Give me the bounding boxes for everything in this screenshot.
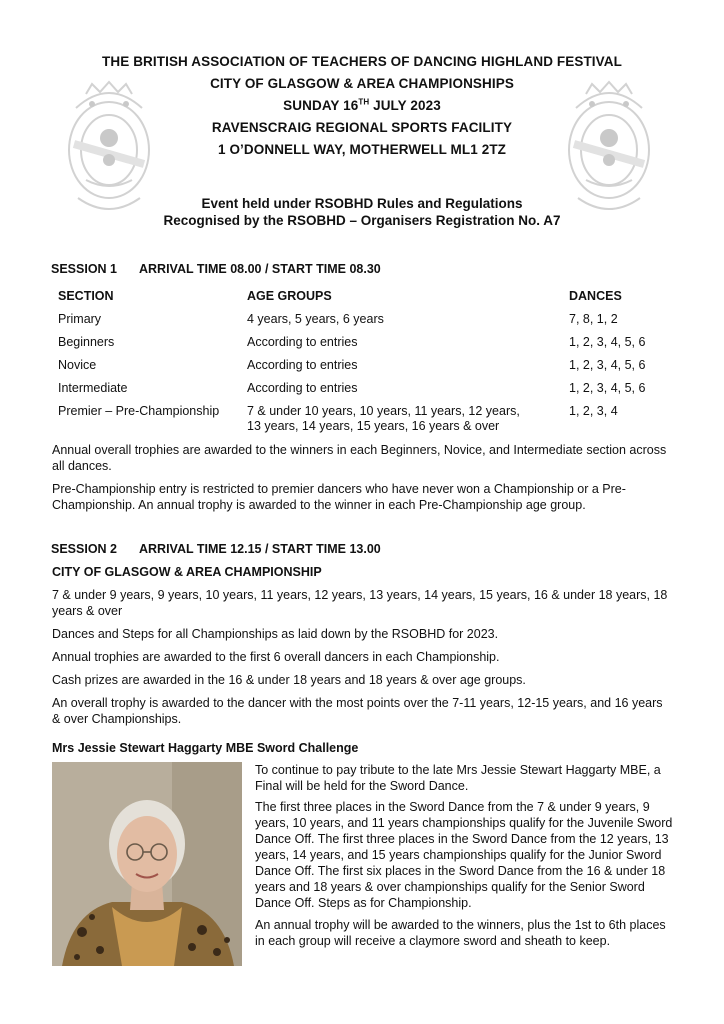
event-date (0, 95, 724, 117)
sword-qualification: The first three places in the Sword Dance from the 7 & under 9 years, 9 years, 10 years, and 11 years championships qualify for the Juvenile Sword Dance Off. The first three places in the Sword Dance from the 12 years, 13 years, 14 years, and 15 years championships qualify for the Junior Sword Dance Off. The first six places in the Sword Dance from the 16 & under 18 years and 18 years & over championships qualify for the Senior Sword Dance Off. Steps as for Championship. (255, 800, 673, 910)
col-dances: DANCES (569, 289, 622, 303)
col-age-groups: AGE GROUPS (247, 289, 332, 303)
section-cell: Beginners (58, 335, 115, 349)
session1-note-1: Annual overall trophies are awarded to the winners in each Beginners, Novice, and Intermediate section across all dances. (52, 443, 667, 473)
sword-prizes: An annual trophy will be awarded to the winners, plus the 1st to 6th places in each group will receive a claymore sword and sheath to keep. (255, 918, 666, 948)
venue-address: 1 O’DONNELL WAY, MOTHERWELL ML1 2TZ (217, 142, 507, 157)
session1-heading (51, 262, 381, 276)
date-rest: JULY 2023 (369, 98, 441, 113)
dances-cell: 1, 2, 3, 4, 5, 6 (569, 381, 646, 395)
session1-note-2: Pre-Championship entry is restricted to premier dancers who have never won a Championship or a Pre-Championship. An annual trophy is awarded to the winner in each Pre-Championship age group. (52, 482, 626, 512)
session2-number: SESSION 2 (51, 542, 117, 556)
rules-line: Event held under RSOBHD Rules and Regulations (201, 196, 523, 211)
table-row (54, 335, 679, 358)
dances-cell: 7, 8, 1, 2 (569, 312, 618, 326)
session1-times: ARRIVAL TIME 08.00 / START TIME 08.30 (139, 262, 381, 276)
session2-age-groups: 7 & under 9 years, 9 years, 10 years, 11 years, 12 years, 13 years, 14 years, 15 years, 16 & under 18 years, 18 years & over (52, 588, 668, 618)
session2-overall-note: An overall trophy is awarded to the dancer with the most points over the 7-11 years, 12-15 years, and 16 years & over Championships. (52, 696, 663, 726)
table-row (54, 381, 679, 404)
session1-table (54, 289, 679, 434)
table-row (54, 404, 679, 434)
section-cell: Primary (58, 312, 102, 326)
dances-cell: 1, 2, 3, 4 (569, 404, 618, 418)
section-cell: Novice (58, 358, 97, 372)
ages-cell: According to entries (247, 358, 358, 372)
session2-heading (51, 542, 381, 556)
session2-cash-note: Cash prizes are awarded in the 16 & under 18 years and 18 years & over age groups. (52, 673, 526, 687)
championship-title: CITY OF GLASGOW & AREA CHAMPIONSHIPS (210, 76, 514, 91)
sword-title: Mrs Jessie Stewart Haggarty MBE Sword Challenge (52, 741, 359, 755)
date-main: SUNDAY 16 (283, 98, 359, 113)
portrait-photo (52, 762, 242, 966)
session2-steps-note: Dances and Steps for all Championships as laid down by the RSOBHD for 2023. (52, 627, 499, 641)
venue-name: RAVENSCRAIG REGIONAL SPORTS FACILITY (211, 120, 513, 135)
table-row (54, 358, 679, 381)
festival-header (0, 51, 724, 161)
session2-title: CITY OF GLASGOW & AREA CHAMPIONSHIP (52, 565, 322, 579)
table-header-row (54, 289, 679, 312)
section-cell: Premier – Pre-Championship (58, 404, 220, 418)
table-row (54, 312, 679, 335)
date-ordinal: TH (358, 97, 370, 107)
session1-number: SESSION 1 (51, 262, 117, 276)
ages-line: 13 years, 14 years, 15 years, 16 years & over (247, 419, 500, 433)
dances-cell: 1, 2, 3, 4, 5, 6 (569, 358, 646, 372)
rules-block (0, 195, 724, 229)
dances-cell: 1, 2, 3, 4, 5, 6 (569, 335, 646, 349)
ages-cell: 4 years, 5 years, 6 years (247, 312, 384, 326)
session2-trophy-note: Annual trophies are awarded to the first 6 overall dancers in each Championship. (52, 650, 500, 664)
ages-cell: According to entries (247, 381, 358, 395)
section-cell: Intermediate (58, 381, 128, 395)
col-section: SECTION (58, 289, 114, 303)
registration-line: Recognised by the RSOBHD – Organisers Registration No. A7 (163, 213, 561, 228)
festival-title: THE BRITISH ASSOCIATION OF TEACHERS OF DANCING HIGHLAND FESTIVAL (102, 54, 622, 69)
ages-cell: According to entries (247, 335, 358, 349)
sword-intro: To continue to pay tribute to the late Mrs Jessie Stewart Haggarty MBE, a Final will be held for the Sword Dance. (255, 763, 661, 793)
session2-times: ARRIVAL TIME 12.15 / START TIME 13.00 (139, 542, 381, 556)
ages-line: 7 & under 10 years, 10 years, 11 years, 12 years, (247, 404, 520, 418)
ages-cell (243, 404, 565, 434)
